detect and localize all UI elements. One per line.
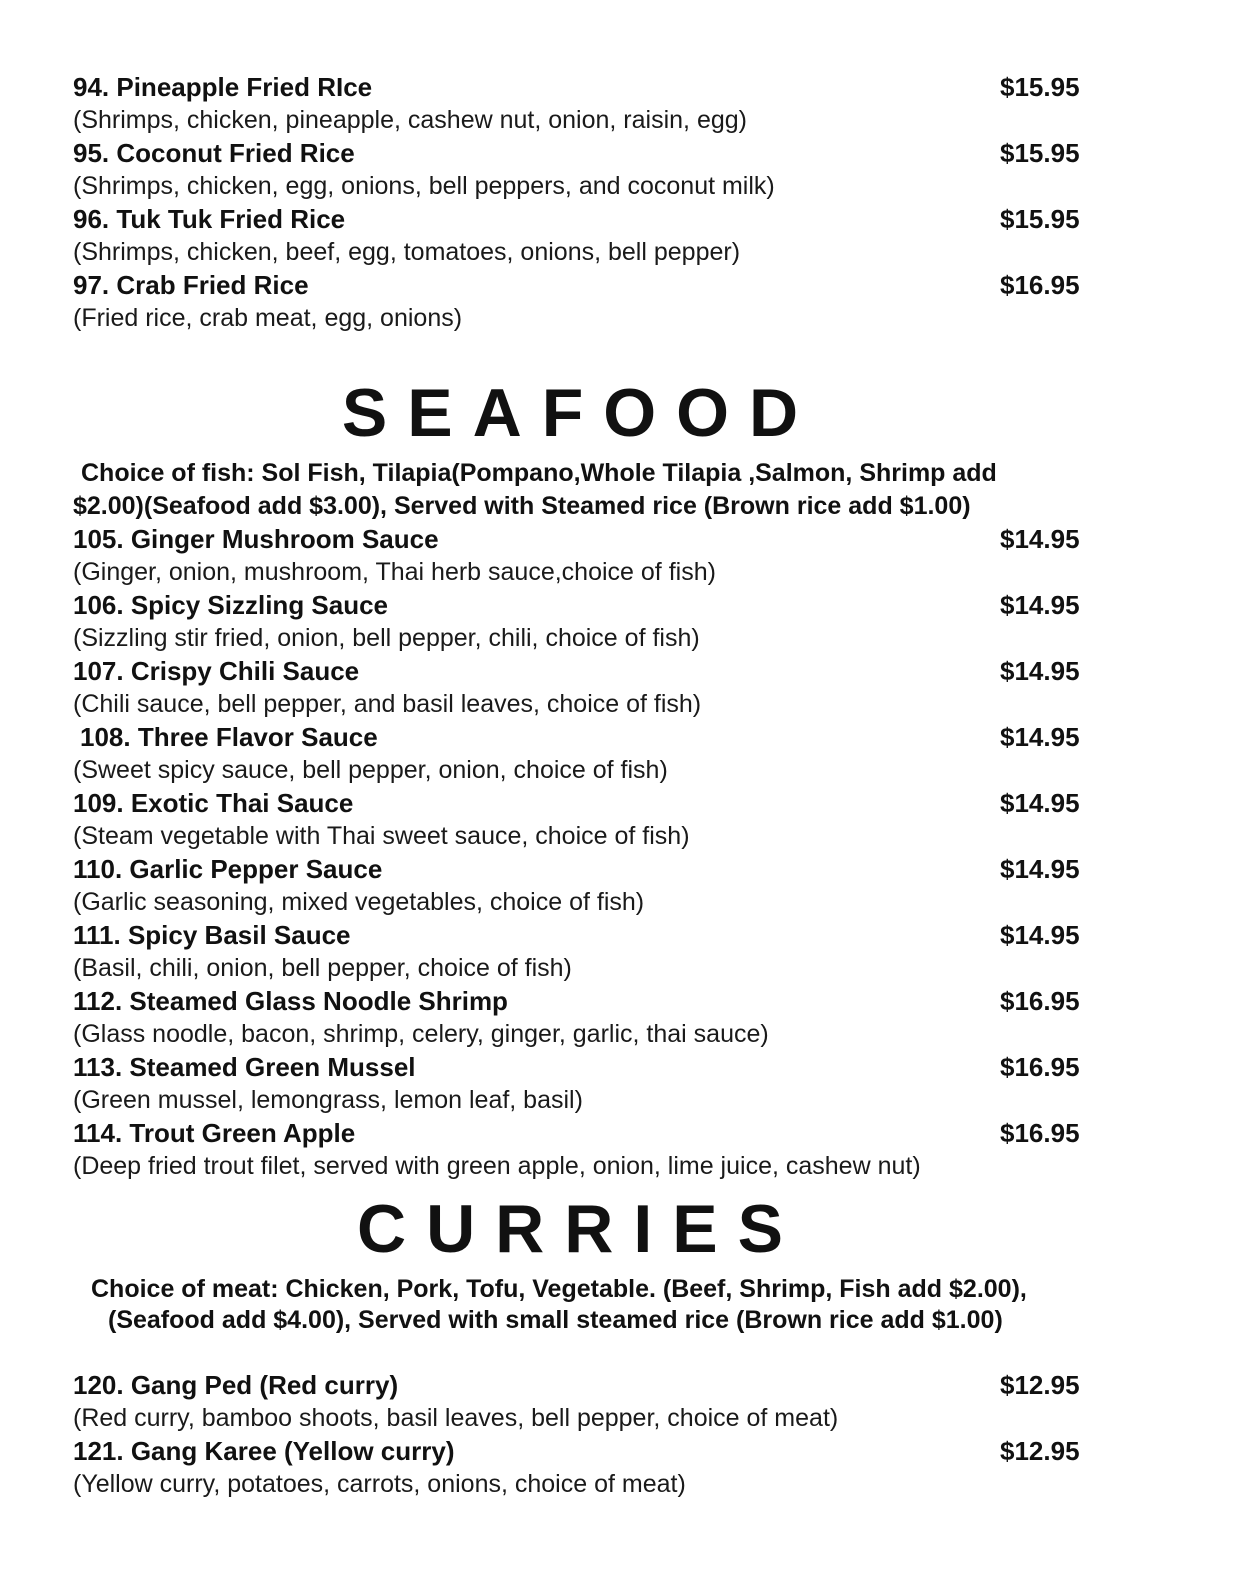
item-price: $14.95 (1000, 524, 1080, 554)
item-name: 113. Steamed Green Mussel (73, 1052, 416, 1082)
menu-item (73, 655, 1173, 721)
section-title-curries: CURRIES (356, 1191, 804, 1267)
menu-item (73, 1435, 1173, 1501)
curries-list (73, 1369, 1173, 1501)
item-name: 110. Garlic Pepper Sauce (73, 854, 383, 884)
item-name: 121. Gang Karee (Yellow curry) (73, 1436, 455, 1466)
item-description: (Deep fried trout filet, served with green apple, onion, lime juice, cashew nut) (73, 1152, 921, 1180)
item-name: 112. Steamed Glass Noodle Shrimp (73, 986, 508, 1016)
item-price: $14.95 (1000, 590, 1080, 620)
item-description: (Glass noodle, bacon, shrimp, celery, ginger, garlic, thai sauce) (73, 1020, 769, 1048)
item-price: $16.95 (1000, 1052, 1080, 1082)
item-description: (Sweet spicy sauce, bell pepper, onion, choice of fish) (73, 756, 668, 784)
item-name: 107. Crispy Chili Sauce (73, 656, 360, 686)
item-description: (Red curry, bamboo shoots, basil leaves, bell pepper, choice of meat) (73, 1404, 839, 1432)
menu-item (73, 71, 1173, 137)
seafood-note-line-2: $2.00)(Seafood add $3.00), Served with Steamed rice (Brown rice add $1.00) (73, 492, 971, 520)
item-price: $14.95 (1000, 920, 1080, 950)
item-name: 105. Ginger Mushroom Sauce (73, 524, 439, 554)
item-name: 114. Trout Green Apple (73, 1118, 356, 1148)
item-price: $15.95 (1000, 138, 1080, 168)
curries-note-line-1: Choice of meat: Chicken, Pork, Tofu, Vegetable. (Beef, Shrimp, Fish add $2.00), (91, 1275, 1027, 1303)
menu-item (73, 1051, 1173, 1117)
item-price: $14.95 (1000, 656, 1080, 686)
item-price: $14.95 (1000, 788, 1080, 818)
item-price: $12.95 (1000, 1436, 1080, 1466)
fried-rice-list (73, 71, 1173, 335)
section-title-seafood: SEAFOOD (341, 375, 819, 451)
item-description: (Ginger, onion, mushroom, Thai herb sauce,choice of fish) (73, 558, 716, 586)
item-description: (Steam vegetable with Thai sweet sauce, choice of fish) (73, 822, 690, 850)
item-price: $14.95 (1000, 854, 1080, 884)
menu-item (73, 203, 1173, 269)
item-description: (Garlic seasoning, mixed vegetables, choice of fish) (73, 888, 645, 916)
item-description: (Shrimps, chicken, egg, onions, bell peppers, and coconut milk) (73, 172, 775, 200)
menu-item (73, 787, 1173, 853)
item-name: 109. Exotic Thai Sauce (73, 788, 354, 818)
item-price: $16.95 (1000, 270, 1080, 300)
menu-item (73, 1117, 1173, 1183)
curries-note-line-2: (Seafood add $4.00), Served with small steamed rice (Brown rice add $1.00) (108, 1306, 1003, 1334)
item-description: (Sizzling stir fried, onion, bell pepper, chili, choice of fish) (73, 624, 700, 652)
item-name: 108. Three Flavor Sauce (80, 722, 378, 752)
item-description: (Shrimps, chicken, pineapple, cashew nut, onion, raisin, egg) (73, 106, 747, 134)
item-price: $16.95 (1000, 1118, 1080, 1148)
item-price: $15.95 (1000, 204, 1080, 234)
menu-item (73, 589, 1173, 655)
item-description: (Basil, chili, onion, bell pepper, choice of fish) (73, 954, 572, 982)
item-name: 111. Spicy Basil Sauce (73, 920, 351, 950)
seafood-note-line-1: Choice of fish: Sol Fish, Tilapia(Pompano,Whole Tilapia ,Salmon, Shrimp add (81, 459, 997, 487)
menu-item (73, 137, 1173, 203)
item-description: (Yellow curry, potatoes, carrots, onions, choice of meat) (73, 1470, 686, 1498)
item-name: 120. Gang Ped (Red curry) (73, 1370, 399, 1400)
item-name: 95. Coconut Fried Rice (73, 138, 355, 168)
item-price: $14.95 (1000, 722, 1080, 752)
menu-item (73, 919, 1173, 985)
item-name: 96. Tuk Tuk Fried Rice (73, 204, 346, 234)
menu-item (73, 721, 1173, 787)
item-description: (Chili sauce, bell pepper, and basil leaves, choice of fish) (73, 690, 702, 718)
item-name: 106. Spicy Sizzling Sauce (73, 590, 389, 620)
item-price: $12.95 (1000, 1370, 1080, 1400)
item-name: 97. Crab Fried Rice (73, 270, 309, 300)
menu-item (73, 985, 1173, 1051)
item-price: $15.95 (1000, 72, 1080, 102)
item-description: (Shrimps, chicken, beef, egg, tomatoes, onions, bell pepper) (73, 238, 741, 266)
menu-item (73, 1369, 1173, 1435)
menu-item (73, 269, 1173, 335)
item-description: (Fried rice, crab meat, egg, onions) (73, 304, 463, 332)
item-price: $16.95 (1000, 986, 1080, 1016)
item-description: (Green mussel, lemongrass, lemon leaf, basil) (73, 1086, 583, 1114)
menu-item (73, 523, 1173, 589)
menu-item (73, 853, 1173, 919)
item-name: 94. Pineapple Fried RIce (73, 72, 373, 102)
seafood-list (73, 523, 1173, 1183)
